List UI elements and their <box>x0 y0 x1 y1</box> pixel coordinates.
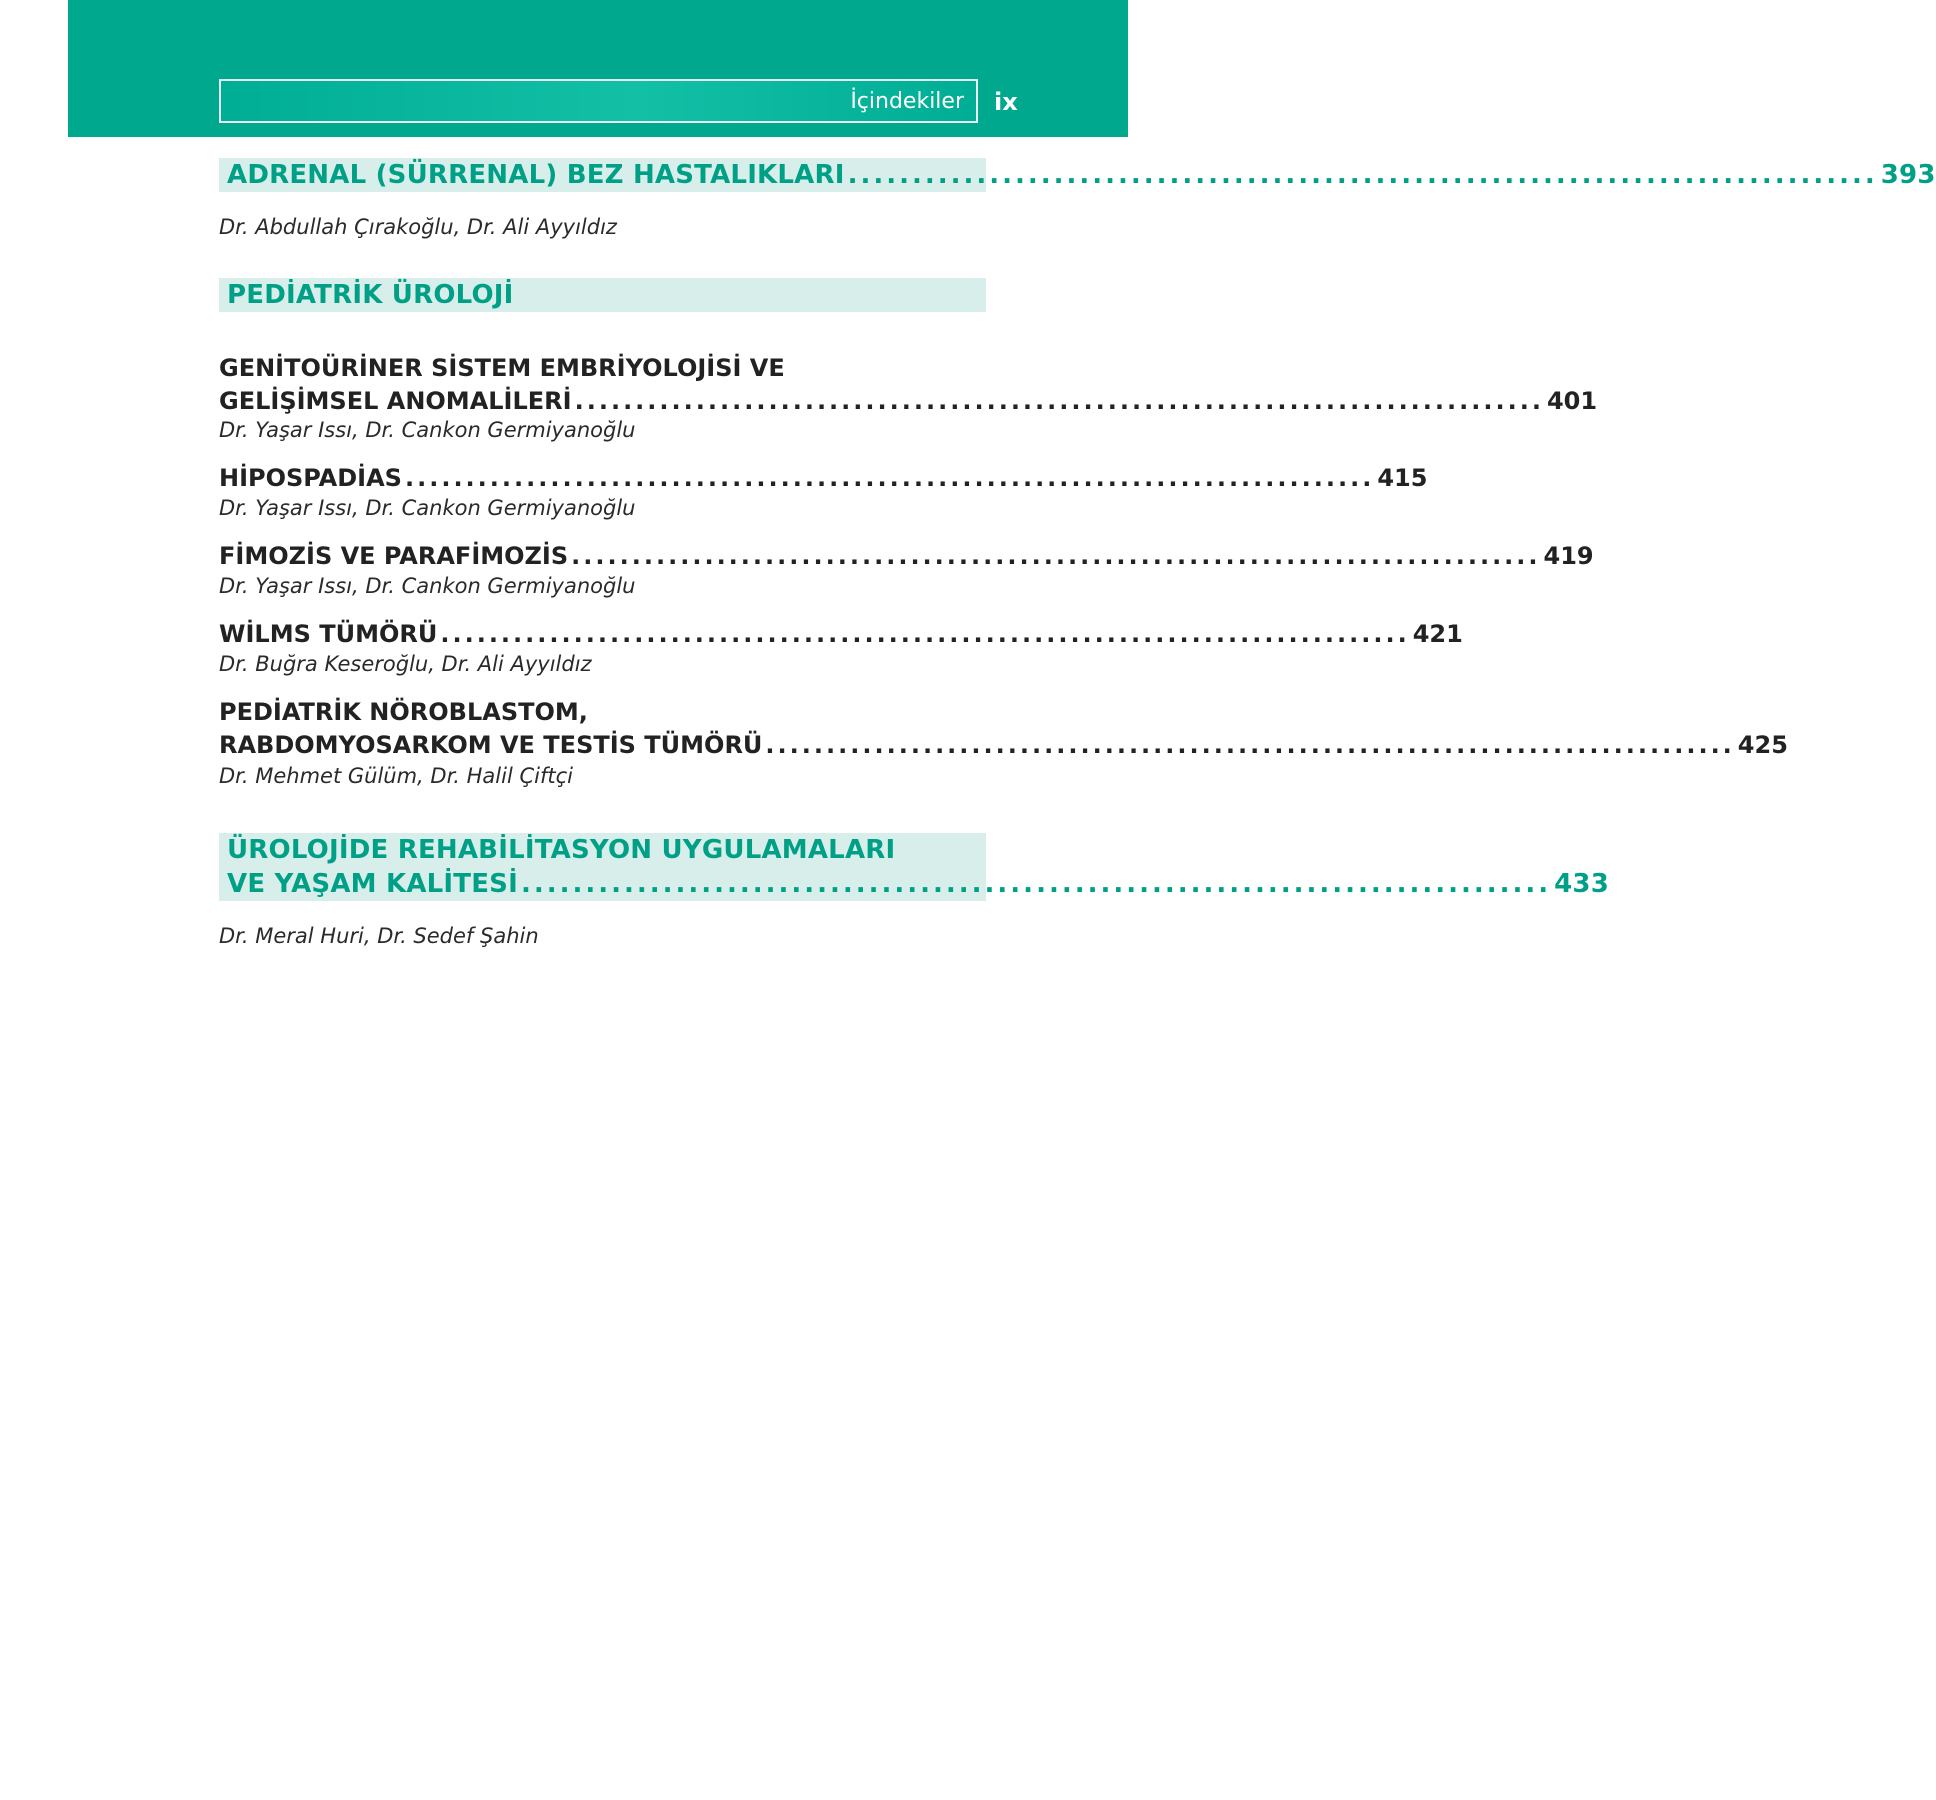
entry-title: WİLMS TÜMÖRÜ <box>219 620 438 648</box>
dot-leader: ................................................................................ <box>520 869 1552 899</box>
entry-title-line2: GELİŞİMSEL ANOMALİLERİ <box>219 387 572 415</box>
dot-leader: ................................................................................ <box>847 160 1878 190</box>
entry-page: 425 <box>1737 731 1788 759</box>
dot-leader: ................................................................................ <box>440 620 1410 648</box>
dot-leader: ................................................................................ <box>404 464 1375 492</box>
dot-leader: ................................................................................ <box>574 387 1544 415</box>
toc-entry[interactable] <box>219 696 1788 762</box>
entry-authors: Dr. Buğra Keseroğlu, Dr. Ali Ayyıldız <box>219 652 592 676</box>
entry-title-line1: GENİTOÜRİNER SİSTEM EMBRİYOLOJİSİ VE <box>219 354 785 382</box>
entry-title: HİPOSPADİAS <box>219 464 402 492</box>
entry-authors: Dr. Yaşar Issı, Dr. Cankon Germiyanoğlu <box>219 496 636 520</box>
entry-authors: Dr. Mehmet Gülüm, Dr. Halil Çiftçi <box>219 764 573 788</box>
chapter-title: PEDİATRİK ÜROLOJİ <box>227 280 514 310</box>
toc-chapter-rehab[interactable] <box>219 833 1610 901</box>
entry-page: 419 <box>1543 542 1594 570</box>
entry-page: 415 <box>1377 464 1428 492</box>
chapter-title-line2: VE YAŞAM KALİTESİ <box>227 869 518 899</box>
chapter-page: 433 <box>1554 869 1610 899</box>
header-section-box <box>219 79 978 123</box>
chapter-title-line1: ÜROLOJİDE REHABİLİTASYON UYGULAMALARI <box>227 835 896 865</box>
entry-title: FİMOZİS VE PARAFİMOZİS <box>219 542 569 570</box>
chapter-title: ADRENAL (SÜRRENAL) BEZ HASTALIKLARI <box>227 160 845 190</box>
toc-entry[interactable] <box>219 352 1598 418</box>
entry-title-line1: PEDİATRİK NÖROBLASTOM, <box>219 698 588 726</box>
entry-page: 401 <box>1546 387 1598 415</box>
chapter-page: 393 <box>1880 160 1936 190</box>
header-page-number: ix <box>994 88 1018 116</box>
toc-entry[interactable] <box>219 462 1428 495</box>
chapter-authors: Dr. Abdullah Çırakoğlu, Dr. Ali Ayyıldız <box>219 215 617 239</box>
dot-leader: ................................................................................ <box>571 542 1541 570</box>
toc-entry[interactable] <box>219 618 1463 651</box>
entry-title-line2: RABDOMYOSARKOM VE TESTİS TÜMÖRÜ <box>219 731 763 759</box>
entry-page: 421 <box>1412 620 1463 648</box>
toc-chapter-pediatric[interactable] <box>219 278 986 312</box>
entry-authors: Dr. Yaşar Issı, Dr. Cankon Germiyanoğlu <box>219 574 636 598</box>
dot-leader: ................................................................................ <box>765 731 1735 759</box>
entry-authors: Dr. Yaşar Issı, Dr. Cankon Germiyanoğlu <box>219 418 636 442</box>
toc-entry[interactable] <box>219 540 1594 573</box>
header-section-title: İçindekiler <box>850 88 964 114</box>
chapter-authors: Dr. Meral Huri, Dr. Sedef Şahin <box>219 924 539 948</box>
toc-chapter-adrenal[interactable] <box>219 158 1936 192</box>
